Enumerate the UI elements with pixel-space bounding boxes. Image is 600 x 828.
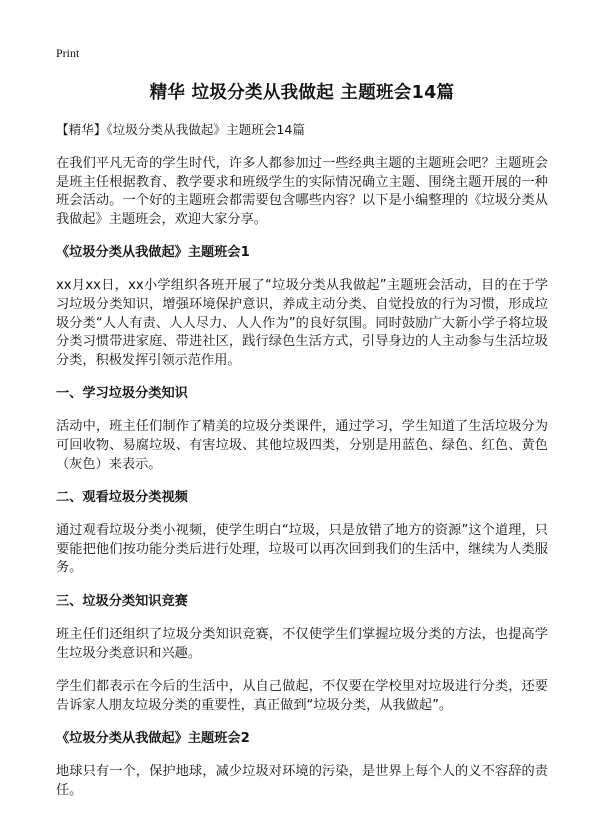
- section-heading-knowledge-contest: 三、垃圾分类知识竞赛: [56, 593, 188, 609]
- section-paragraph: 通过观看垃圾分类小视频，使学生明白“垃圾，只是放错了地方的资源”这个道理，只要能把他们按功能分类后进行处理，垃圾可以再次回到我们的生活中，继续为人类服务。: [56, 523, 548, 576]
- print-link[interactable]: Print: [56, 46, 80, 60]
- section-paragraph: 班主任们还组织了垃圾分类知识竞赛，不仅使学生们掌握垃圾分类的方法，也提高学生垃圾分类意识和兴趣。: [56, 626, 548, 661]
- section-heading-watch-video: 二、观看垃圾分类视频: [56, 490, 188, 506]
- section-paragraph: 学生们都表示在今后的生活中，从自己做起，不仅要在学校里对垃圾进行分类，还要告诉家人朋友垃圾分类的重要性，真正做到“垃圾分类，从我做起”。: [56, 679, 548, 713]
- subtitle: 【精华】《垃圾分类从我做起》主题班会14篇: [56, 122, 306, 137]
- intro-paragraph: 在我们平凡无奇的学生时代，许多人都参加过一些经典主题的主题班会吧？主题班会是班主任根据教育、教学要求和班级学生的实际情况确立主题、围绕主题开展的一种班会活动。一个好的主题班会都需要包含哪些内容？以下是小编整理的《垃圾分类从我做起》主题班会，欢迎大家分享。: [56, 156, 548, 227]
- section-heading-learn-knowledge: 一、学习垃圾分类知识: [56, 386, 188, 402]
- section-paragraph: 地球只有一个，保护地球，减少垃圾对环境的污染，是世界上每个人的义不容辞的责任。: [56, 764, 548, 798]
- section-heading-class-meeting-2: 《垃圾分类从我做起》主题班会2: [56, 731, 250, 747]
- section-paragraph: xx月xx日，xx小学组织各班开展了“垃圾分类从我做起”主题班会活动，目的在于学习垃圾分类知识，增强环境保护意识，养成主动分类、自觉投放的行为习惯，形成垃圾分类“人人有责、人人尽力、人人作为”的良好氛围。同时鼓励广大新小学子将垃圾分类习惯带进家庭、带进社区，践行绿色生活方式，引导身边的人主动参与生活垃圾分类，积极发挥引领示范作用。: [56, 278, 548, 368]
- section-paragraph: 活动中，班主任们制作了精美的垃圾分类课件，通过学习，学生知道了生活垃圾分为可回收物、易腐垃圾、有害垃圾、其他垃圾四类，分别是用蓝色、绿色、红色、黄色（灰色）来表示。: [56, 419, 548, 472]
- article-body: [56, 121, 548, 815]
- section-heading-class-meeting-1: 《垃圾分类从我做起》主题班会1: [56, 245, 250, 261]
- page-title: 精华 垃圾分类从我做起 主题班会14篇: [149, 83, 455, 103]
